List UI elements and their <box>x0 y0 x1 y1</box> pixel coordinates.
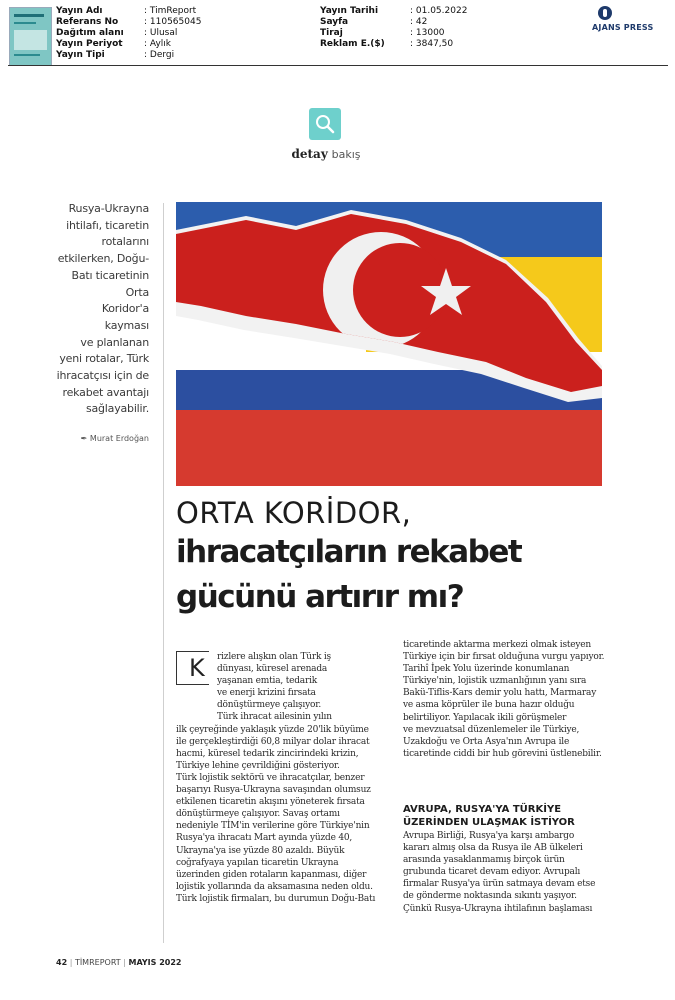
pull-quote-line: sağlayabilir. <box>85 402 149 416</box>
pull-quote-line: ve planlanan <box>80 335 149 349</box>
footer-page-number: 42 <box>56 958 68 967</box>
metadata-value: : 110565045 <box>144 17 202 27</box>
metadata-value: : Aylık <box>144 39 171 49</box>
body-line: firmalar Rusya'ya ürün satmaya devam etse <box>403 879 596 890</box>
metadata-label: Yayın Periyot <box>56 39 123 49</box>
section-label-bold: detay <box>291 147 328 161</box>
column-divider <box>163 203 164 943</box>
body-line: etkilenen ticaretin akışını yöneterek fırsata <box>176 797 365 808</box>
pull-quote-line: etkilerken, Doğu- <box>57 252 149 266</box>
body-line: de gönderme noktasında sıkıntı yaşıyor. <box>403 891 577 902</box>
body-line: Türk lojistik sektörü ve ihracatçılar, benzer <box>176 772 365 783</box>
metadata-value: : 3847,50 <box>410 39 454 49</box>
page-footer <box>56 958 181 967</box>
metadata-label: Yayın Tipi <box>56 50 105 60</box>
subheading-line: AVRUPA, RUSYA'YA TÜRKİYE <box>403 804 562 815</box>
metadata-value: : Ulusal <box>144 28 178 38</box>
metadata-label: Yayın Adı <box>56 6 103 16</box>
headline-line-2: ihracatçıların rekabet <box>176 534 522 570</box>
pull-quote-line: rotalarını <box>101 235 149 249</box>
body-line: Türkiye lehine çevrildiğini gösteriyor. <box>176 760 340 771</box>
section-label <box>290 147 362 161</box>
body-line: Uzakdoğu ve Orta Asya'nın Avrupa ile <box>403 736 570 747</box>
article-column-1 <box>176 651 390 905</box>
body-line: ile gerçekleştirdiği 60,8 milyar dolar ihracat <box>176 736 370 747</box>
body-line: dönüştürmeye çalışıyor. <box>217 700 321 711</box>
body-line: Rusya'ya ihracatı Mart ayında yüzde 40, <box>176 833 353 844</box>
metadata-row <box>320 17 467 28</box>
body-line: lojistik yollarında da aksamasına neden oldu. <box>176 881 373 892</box>
article-column-2 <box>403 639 619 760</box>
metadata-value: : 01.05.2022 <box>410 6 468 16</box>
body-line: ticaretinde aktarma merkezi olmak isteyen <box>403 640 592 650</box>
body-line: Türkiye'nin, lojistik uzmanlığının yanı sıra <box>403 676 587 687</box>
article-subheading <box>403 803 619 829</box>
metadata-label: Tiraj <box>320 28 343 38</box>
headline-line-1: ORTA KORİDOR, <box>176 496 412 530</box>
footer-date: MAYIS 2022 <box>128 958 182 967</box>
pull-quote <box>56 201 149 418</box>
subheading-line: ÜZERİNDEN ULAŞMAK İSTİYOR <box>403 817 575 828</box>
header-divider <box>8 65 668 66</box>
body-line: belirtiliyor. Yapılacak ikili görüşmeler <box>403 712 567 723</box>
pen-icon: ✒ <box>80 434 88 443</box>
section-label-light: bakış <box>331 148 361 161</box>
metadata-label: Dağıtım alanı <box>56 28 124 38</box>
pull-quote-line: ihtilafı, ticaretin <box>66 218 149 232</box>
metadata-row <box>56 50 201 61</box>
magazine-thumbnail <box>9 7 52 66</box>
body-line: Çünkü Rusya-Ukrayna ihtilafının başlaması <box>403 903 593 914</box>
footer-publication: TİMREPORT <box>74 958 121 967</box>
metadata-value: : TimReport <box>144 6 197 16</box>
article-column-2-continued <box>403 830 619 915</box>
body-line: Tarihî İpek Yolu üzerinde konumlanan <box>403 664 570 675</box>
body-line: Türkiye için bir fırsat olduğuna vurgu yapıyor. <box>403 652 605 663</box>
metadata-left <box>56 6 201 61</box>
drop-cap-letter: K <box>189 654 205 682</box>
metadata-label: Reklam E.($) <box>320 39 385 49</box>
body-line: grubunda ticaret devam ediyor. Avrupalı <box>403 867 581 878</box>
metadata-row <box>320 6 467 17</box>
body-line: Avrupa Birliği, Rusya'ya karşı ambargo <box>403 831 575 841</box>
metadata-value: : 42 <box>410 17 428 27</box>
torn-flags-image <box>176 202 602 486</box>
metadata-right <box>320 6 467 50</box>
metadata-label: Referans No <box>56 17 119 27</box>
metadata-row <box>56 39 201 50</box>
body-line: Bakü-Tiflis-Kars demir yolu hattı, Marmaray <box>403 688 597 699</box>
pull-quote-line: rekabet avantajı <box>62 385 149 399</box>
metadata-value: : 13000 <box>410 28 445 38</box>
metadata-label: Yayın Tarihi <box>320 6 379 16</box>
body-line: dönüştürmeye çalışıyor. Savaş ortamı <box>176 809 340 820</box>
metadata-row <box>320 28 467 39</box>
body-line: başarıyı Rusya-Ukrayna savaşından olumsuz <box>176 785 371 796</box>
pull-quote-line: Koridor'a kayması <box>101 302 149 332</box>
footer-separator: | <box>69 958 73 967</box>
body-line: Türk ihracat ailesinin yılın <box>217 712 332 723</box>
body-line: dünyası, küresel arenada <box>217 664 328 675</box>
ajans-press-logo <box>592 6 668 38</box>
footer-separator: | <box>123 958 126 967</box>
body-line: ve enerji krizini fırsata <box>217 688 316 699</box>
metadata-row <box>56 17 201 28</box>
body-line: üzerinden giden rotaların kapanması, diğer <box>176 869 367 880</box>
logo-text: AJANS PRESS <box>592 23 654 32</box>
body-line: coğrafyaya yapılan ticaretin Ukrayna <box>176 857 339 868</box>
metadata-row <box>320 39 467 50</box>
body-line: ve asma köprüler ile buna hazır olduğu <box>403 700 575 711</box>
pull-quote-line: ihracatçısı için de <box>56 369 149 383</box>
author-name: Murat Erdoğan <box>89 434 149 443</box>
quote-author <box>56 434 149 443</box>
body-line: nedeniyle TİM'in verilerine göre Türkiye'nin <box>176 821 370 832</box>
pull-quote-line: Batı ticaretinin Orta <box>71 268 149 299</box>
body-line: ticaretinde ciddi bir hub görevini üstlenebilir. <box>403 748 602 759</box>
body-line: yaşanan emtia, tedarik <box>217 676 318 687</box>
logo-mark-icon <box>598 6 612 20</box>
body-line: Ukrayna'ya ise yüzde 80 azaldı. Büyük <box>176 845 345 856</box>
body-line: hacmi, küresel tedarik zincirindeki krizin, <box>176 748 359 759</box>
body-line: arasında yasaklanmamış birçok ürün <box>403 855 565 866</box>
metadata-row <box>56 6 201 17</box>
headline-line-3: gücünü artırır mı? <box>176 579 464 615</box>
clipping-header <box>0 0 675 68</box>
body-line: rizlere alışkın olan Türk iş <box>217 652 331 662</box>
body-line: ve mevzuatsal düzenlemeler ile Türkiye, <box>403 724 580 735</box>
metadata-value: : Dergi <box>144 50 175 60</box>
magnifier-badge-icon <box>309 108 341 140</box>
pull-quote-line: Rusya-Ukrayna <box>68 202 149 215</box>
pull-quote-line: yeni rotalar, Türk <box>59 352 149 366</box>
body-line: ilk çeyreğinde yaklaşık yüzde 20'lik büyüme <box>176 724 369 735</box>
metadata-label: Sayfa <box>320 17 349 27</box>
metadata-row <box>56 28 201 39</box>
body-line: kararı almış olsa da Rusya ile AB ülkeleri <box>403 843 583 854</box>
body-line: Türk lojistik firmaları, bu durumun Doğu-Batı <box>176 893 376 904</box>
